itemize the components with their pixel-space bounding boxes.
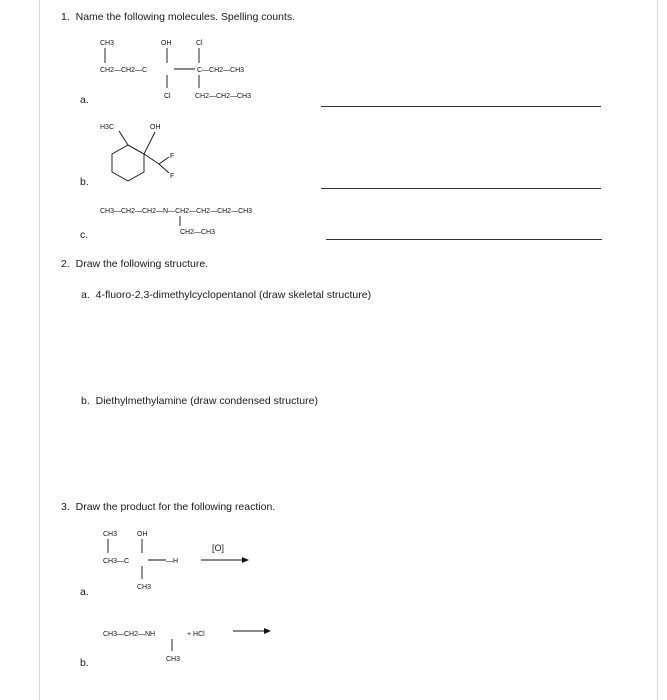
reagent-oxidation: [O]: [212, 543, 225, 553]
answer-line-1b[interactable]: [321, 188, 601, 189]
struct-3a-h: —H: [166, 558, 179, 565]
struct-1c-branch: CH2—CH3: [180, 229, 216, 236]
struct-1b-h3c: H3C: [100, 124, 115, 131]
question-2: 2. Draw the following structure.: [61, 258, 209, 270]
struct-1a-chain-left: CH2—CH2—C: [100, 67, 148, 74]
struct-1a-oh: OH: [161, 40, 172, 47]
question-1: 1. Name the following molecules. Spelling counts.: [61, 11, 296, 23]
struct-1a-ch3: CH3: [100, 40, 115, 47]
part-3a-label: a.: [80, 586, 89, 598]
struct-1b-oh: OH: [150, 124, 161, 131]
structure-3a: [100, 527, 200, 597]
struct-3b-plus-hcl: + HCl: [187, 631, 205, 638]
reaction-arrow-3b: [232, 626, 272, 636]
struct-3b-main: CH3—CH2—NH: [103, 631, 156, 638]
part-1c-label: c.: [80, 229, 89, 241]
struct-1b-f2: F: [170, 173, 175, 180]
structure-1c: [95, 200, 305, 240]
struct-3a-ch3-bottom: CH3: [137, 584, 152, 591]
struct-3a-oh: OH: [137, 531, 148, 538]
struct-1a-cl-top: Cl: [196, 40, 203, 47]
q2-part-b: b. Diethylmethylamine (draw condensed structure): [81, 395, 318, 407]
struct-1b-f1: F: [170, 153, 175, 160]
part-1b-label: b.: [80, 176, 89, 188]
struct-3a-ch3-left: CH3—C: [103, 558, 130, 565]
structure-1a: [95, 36, 285, 106]
reaction-arrow-3a: [200, 555, 250, 565]
struct-1a-cl-bottom: Cl: [164, 93, 171, 100]
answer-line-1a[interactable]: [321, 106, 601, 107]
question-3: 3. Draw the product for the following reaction.: [61, 501, 276, 513]
answer-line-1c[interactable]: [326, 239, 602, 240]
struct-3b-ch3: CH3: [166, 656, 181, 663]
struct-1a-chain-bottom: CH2—CH2—CH3: [195, 93, 252, 100]
part-1a-label: a.: [80, 94, 89, 106]
structure-1b: [95, 118, 215, 193]
struct-1c-chain: CH3—CH2—CH2—N—CH2—CH2—CH2—CH3: [100, 208, 253, 215]
q2-part-a: a. 4-fluoro-2,3-dimethylcyclopentanol (draw skeletal structure): [81, 289, 372, 301]
struct-3a-ch3-top: CH3: [103, 531, 118, 538]
part-3b-label: b.: [80, 657, 89, 669]
struct-1a-chain-mid: C—CH2—CH3: [197, 67, 245, 74]
